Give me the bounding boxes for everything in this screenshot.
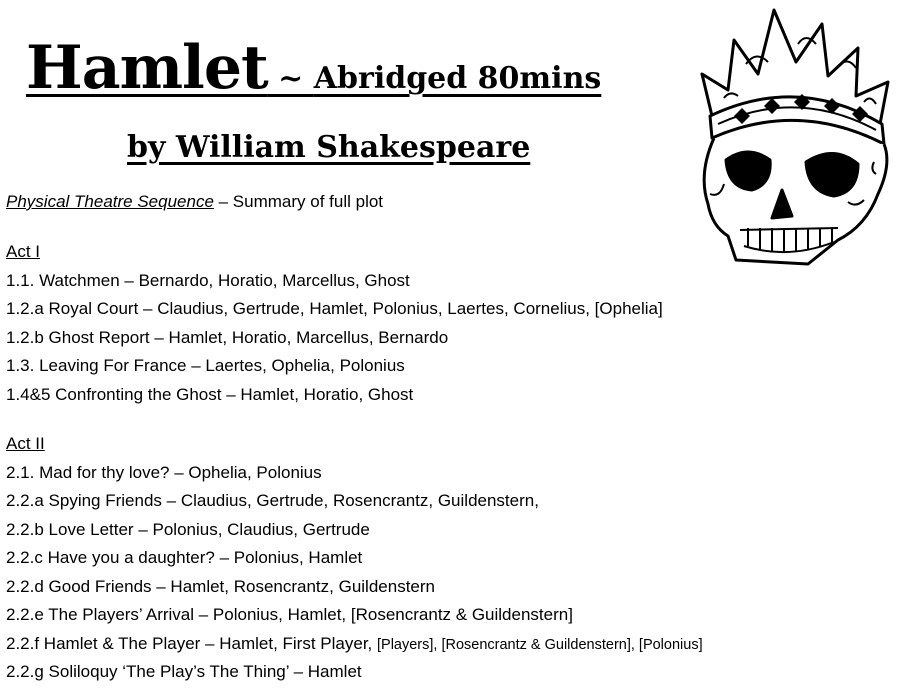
scene-line: 2.2.b Love Letter – Polonius, Claudius, Gertrude (6, 519, 370, 539)
intro-emphasis: Physical Theatre Sequence (6, 192, 214, 211)
scene-line: 2.1. Mad for thy love? – Ophelia, Polonius (6, 462, 322, 482)
scene-line: 2.2.a Spying Friends – Claudius, Gertrude, Rosencrantz, Guildenstern, (6, 491, 539, 510)
intro-rest: – Summary of full plot (213, 192, 384, 211)
act-heading: Act II (6, 434, 45, 453)
title-separator: ~ (267, 61, 314, 96)
scene-extra: [Players], [Rosencrantz & Guildenstern], [Polonius] (377, 636, 703, 653)
act-2-section (6, 432, 703, 689)
title-text: Hamlet (26, 33, 268, 103)
intro-line (6, 192, 383, 212)
subtitle: Abridged 80mins (313, 61, 602, 96)
scene-line: 1.1. Watchmen – Bernardo, Horatio, Marcellus, Ghost (6, 270, 410, 290)
scene-line: 1.2.a Royal Court – Claudius, Gertrude, Hamlet, Polonius, Laertes, Cornelius, [Ophelia] (6, 299, 663, 318)
scene-line: 1.4&5 Confronting the Ghost – Hamlet, Horatio, Ghost (6, 384, 414, 404)
act-heading: Act I (6, 242, 41, 261)
scene-line: 2.2.e The Players’ Arrival – Polonius, Hamlet, [Rosencrantz & Guildenstern] (6, 605, 573, 624)
scene-line: 1.2.b Ghost Report – Hamlet, Horatio, Marcellus, Bernardo (6, 327, 449, 347)
scene-text: 2.2.f Hamlet & The Player – Hamlet, First Player, (6, 633, 377, 653)
scene-line (6, 632, 703, 661)
title-block (26, 30, 666, 117)
act-1-section (6, 240, 663, 411)
scene-line: 2.2.c Have you a daughter? – Polonius, Hamlet (6, 548, 363, 567)
crowned-skull-icon (688, 4, 908, 266)
author-line: by William Shakespeare (127, 130, 531, 165)
scene-line: 2.2.g Soliloquy ‘The Play’s The Thing’ – Hamlet (6, 662, 362, 681)
page-title (26, 30, 666, 117)
scene-line: 1.3. Leaving For France – Laertes, Ophelia, Polonius (6, 356, 405, 375)
scene-line: 2.2.d Good Friends – Hamlet, Rosencrantz, Guildenstern (6, 576, 435, 596)
